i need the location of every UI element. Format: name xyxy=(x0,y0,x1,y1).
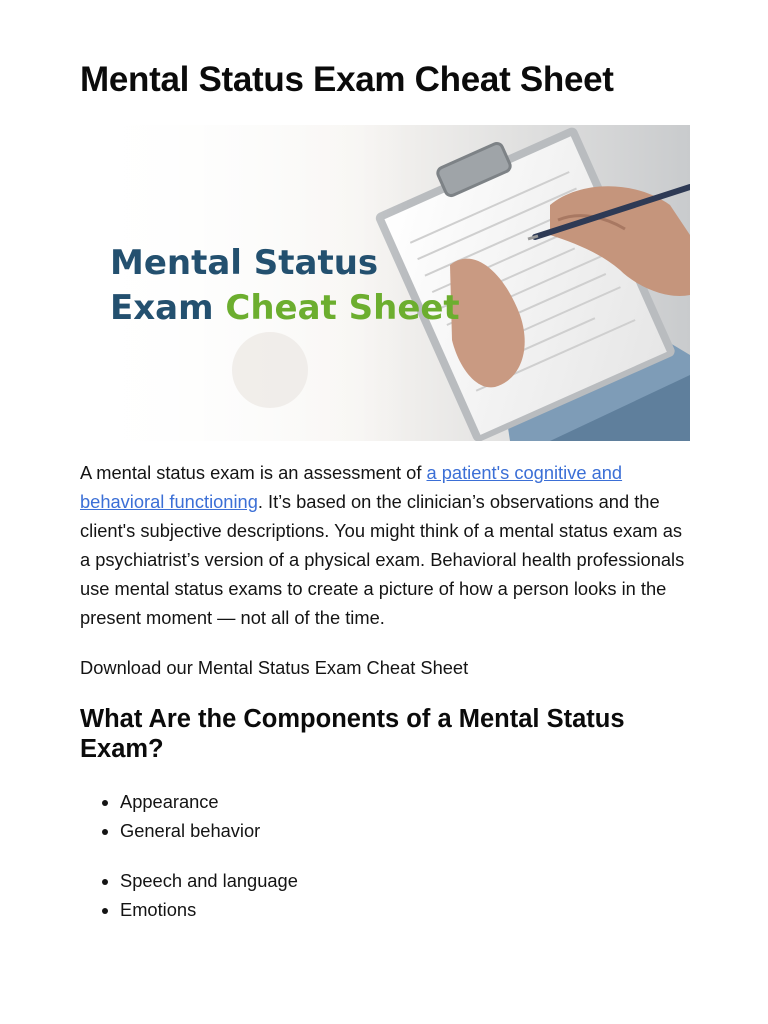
hero-image xyxy=(80,125,690,441)
cognitive-functioning-link[interactable]: a patient's cognitive and behavioral functioning xyxy=(80,462,623,512)
components-heading: What Are the Components of a Mental Status Exam? xyxy=(80,705,625,763)
components-list-2 xyxy=(80,866,298,924)
components-list-1 xyxy=(80,787,260,845)
intro-text-after: . It’s based on the clinician’s observations and the client's subjective descriptions. You might think of a mental status exam as a psychiatrist’s version of a physical exam. Behavioral health professionals use mental status exams to create a picture of how a person looks in the present moment — not all of the time. xyxy=(80,491,685,628)
list-item: • Emotions xyxy=(120,895,298,924)
svg-text:Exam Cheat Sheet xyxy=(110,288,460,328)
hero-title-line1: Mental Status xyxy=(110,243,379,283)
hero-title-cheat-sheet: Cheat Sheet xyxy=(225,288,460,328)
list-item: • Speech and language xyxy=(120,866,298,895)
list-item: • General behavior xyxy=(120,816,260,845)
intro-text-before: A mental status exam is an assessment of xyxy=(80,462,427,483)
list-item: • Appearance xyxy=(120,787,260,816)
intro-paragraph xyxy=(80,458,690,632)
hero-title-exam: Exam xyxy=(110,288,226,328)
download-text: Download our Mental Status Exam Cheat Sheet xyxy=(80,657,469,678)
page-title: Mental Status Exam Cheat Sheet xyxy=(80,60,614,99)
